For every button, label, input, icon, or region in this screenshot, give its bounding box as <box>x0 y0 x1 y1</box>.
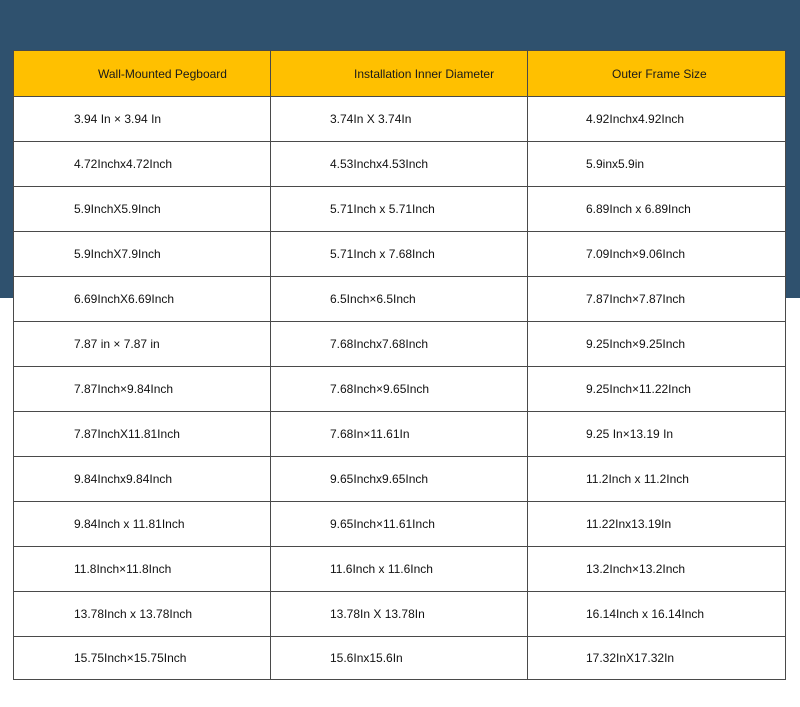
cell-outer-frame-size: 5.9inx5.9in <box>528 142 786 187</box>
cell-outer-frame-size: 7.09Inch×9.06Inch <box>528 232 786 277</box>
cell-inner-diameter: 9.65Inchx9.65Inch <box>271 457 528 502</box>
cell-outer-frame-size: 6.89Inch x 6.89Inch <box>528 187 786 232</box>
cell-inner-diameter: 7.68Inchx7.68Inch <box>271 322 528 367</box>
cell-inner-diameter: 11.6Inch x 11.6Inch <box>271 547 528 592</box>
table-row <box>14 547 786 592</box>
cell-outer-frame-size: 7.87Inch×7.87Inch <box>528 277 786 322</box>
table-row <box>14 592 786 637</box>
cell-pegboard-size: 5.9InchX5.9Inch <box>14 187 271 232</box>
cell-pegboard-size: 7.87 in × 7.87 in <box>14 322 271 367</box>
header-installation-inner-diameter: Installation Inner Diameter <box>271 51 528 97</box>
table-row <box>14 502 786 547</box>
cell-inner-diameter: 15.6Inx15.6In <box>271 637 528 680</box>
cell-inner-diameter: 3.74In X 3.74In <box>271 97 528 142</box>
cell-inner-diameter: 7.68Inch×9.65Inch <box>271 367 528 412</box>
cell-inner-diameter: 4.53Inchx4.53Inch <box>271 142 528 187</box>
cell-pegboard-size: 5.9InchX7.9Inch <box>14 232 271 277</box>
table-body <box>14 97 786 680</box>
cell-pegboard-size: 13.78Inch x 13.78Inch <box>14 592 271 637</box>
cell-inner-diameter: 13.78In X 13.78In <box>271 592 528 637</box>
cell-inner-diameter: 5.71Inch x 5.71Inch <box>271 187 528 232</box>
cell-pegboard-size: 9.84Inch x 11.81Inch <box>14 502 271 547</box>
cell-pegboard-size: 9.84Inchx9.84Inch <box>14 457 271 502</box>
table-row <box>14 367 786 412</box>
table-row <box>14 637 786 680</box>
cell-pegboard-size: 7.87Inch×9.84Inch <box>14 367 271 412</box>
cell-outer-frame-size: 13.2Inch×13.2Inch <box>528 547 786 592</box>
cell-outer-frame-size: 11.2Inch x 11.2Inch <box>528 457 786 502</box>
cell-outer-frame-size: 9.25Inch×11.22Inch <box>528 367 786 412</box>
table-row <box>14 142 786 187</box>
table-header <box>14 51 786 97</box>
table-row <box>14 322 786 367</box>
cell-pegboard-size: 7.87InchX11.81Inch <box>14 412 271 457</box>
cell-outer-frame-size: 16.14Inch x 16.14Inch <box>528 592 786 637</box>
header-wall-mounted-pegboard: Wall-Mounted Pegboard <box>14 51 271 97</box>
header-outer-frame-size: Outer Frame Size <box>528 51 786 97</box>
table-row <box>14 97 786 142</box>
cell-inner-diameter: 5.71Inch x 7.68Inch <box>271 232 528 277</box>
cell-outer-frame-size: 9.25Inch×9.25Inch <box>528 322 786 367</box>
table-row <box>14 187 786 232</box>
cell-outer-frame-size: 11.22Inx13.19In <box>528 502 786 547</box>
header-row <box>14 51 786 97</box>
table-row <box>14 277 786 322</box>
cell-pegboard-size: 15.75Inch×15.75Inch <box>14 637 271 680</box>
size-table <box>13 50 786 680</box>
cell-outer-frame-size: 9.25 In×13.19 In <box>528 412 786 457</box>
cell-inner-diameter: 9.65Inch×11.61Inch <box>271 502 528 547</box>
cell-inner-diameter: 6.5Inch×6.5Inch <box>271 277 528 322</box>
size-table-container <box>13 50 785 680</box>
cell-outer-frame-size: 17.32InX17.32In <box>528 637 786 680</box>
cell-pegboard-size: 3.94 In × 3.94 In <box>14 97 271 142</box>
table-row <box>14 412 786 457</box>
cell-pegboard-size: 4.72Inchx4.72Inch <box>14 142 271 187</box>
cell-inner-diameter: 7.68In×11.61In <box>271 412 528 457</box>
cell-outer-frame-size: 4.92Inchx4.92Inch <box>528 97 786 142</box>
table-row <box>14 457 786 502</box>
cell-pegboard-size: 11.8Inch×11.8Inch <box>14 547 271 592</box>
table-row <box>14 232 786 277</box>
cell-pegboard-size: 6.69InchX6.69Inch <box>14 277 271 322</box>
